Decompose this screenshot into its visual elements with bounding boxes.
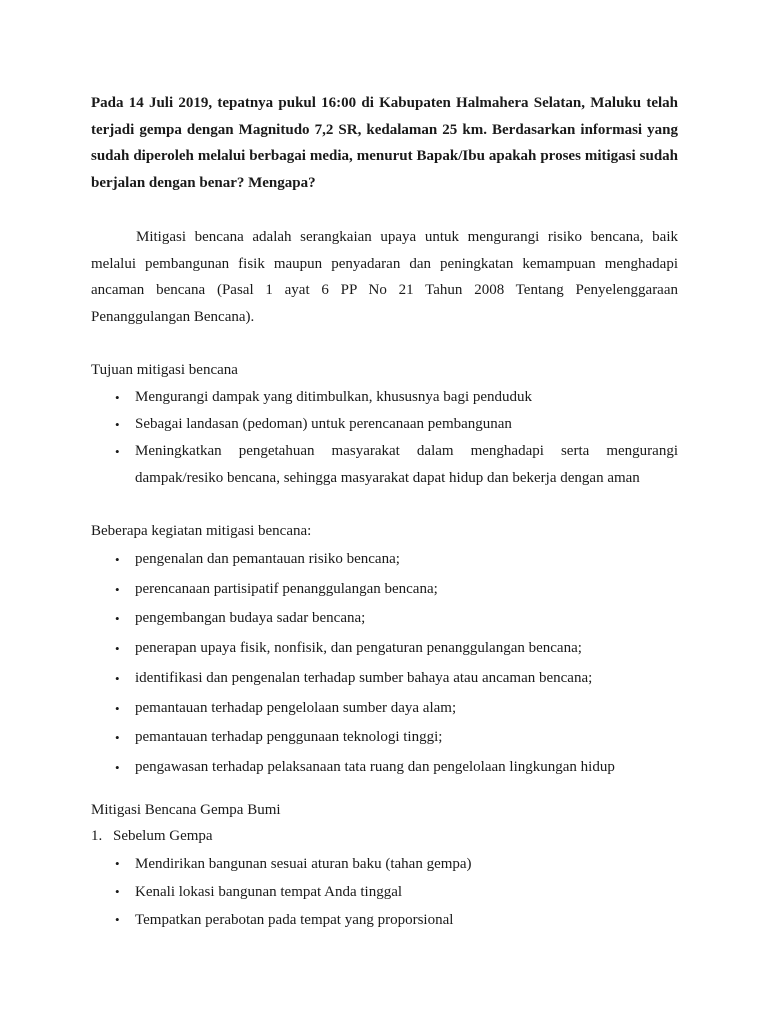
list-item: • pengawasan terhadap pelaksanaan tata ruang dan pengelolaan lingkungan hidup [91,753,678,783]
bullet-icon: • [115,611,120,627]
list-item: • pengenalan dan pemantauan risiko bencana; [91,545,678,575]
list-item: • Mendirikan bangunan sesuai aturan baku (tahan gempa) [91,850,678,878]
list-item: • pemantauan terhadap penggunaan teknologi tinggi; [91,723,678,753]
section-number: 1. [91,828,103,844]
list-item: • identifikasi dan pengenalan terhadap sumber bahaya atau ancaman bencana; [91,664,678,694]
bullet-icon: • [115,856,120,871]
list-item: • Mengurangi dampak yang ditimbulkan, khususnya bagi penduduk [91,384,678,411]
bullet-icon: • [115,700,120,716]
bullet-icon: • [115,390,120,405]
list-item: • perencanaan partisipatif penanggulangan bencana; [91,575,678,605]
sebelum-gempa-list [91,850,678,934]
list-item: • Kenali lokasi bangunan tempat Anda tinggal [91,878,678,906]
kegiatan-heading: Beberapa kegiatan mitigasi bencana: [91,523,312,539]
bullet-icon: • [115,884,120,899]
list-item: • pemantauan terhadap pengelolaan sumber daya alam; [91,694,678,724]
bullet-icon: • [115,581,120,597]
kegiatan-list [91,545,678,783]
bullet-icon: • [115,730,120,746]
list-item: • Tempatkan perabotan pada tempat yang proporsional [91,906,678,934]
bullet-icon: • [115,552,120,567]
definition-paragraph: Mitigasi bencana adalah serangkaian upaya untuk mengurangi risiko bencana, baik melalui pembangunan fisik maupun penyadaran dan peningkatan kemampuan menghadapi ancaman bencana (Pasal 1 ayat 6 PP No 21 Tahun 2008 Tentang Penyelenggaraan Penanggulangan Bencana). [91,229,678,325]
list-item: • Sebagai landasan (pedoman) untuk perencanaan pembangunan [91,411,678,438]
question-paragraph: Pada 14 Juli 2019, tepatnya pukul 16:00 di Kabupaten Halmahera Selatan, Maluku telah terjadi gempa dengan Magnitudo 7,2 SR, kedalaman 25 km. Berdasarkan informasi yang sudah diperoleh melalui berbagai media, menurut Bapak/Ibu apakah proses mitigasi sudah berjalan dengan benar? Mengapa? [91,95,678,191]
list-item: • Meningkatkan pengetahuan masyarakat dalam menghadapi serta mengurangi dampak/resiko bencana, sehingga masyarakat dapat hidup dan bekerja dengan aman [91,438,678,492]
gempa-heading: Mitigasi Bencana Gempa Bumi [91,802,281,818]
tujuan-list [91,384,678,492]
bullet-icon: • [115,759,120,775]
bullet-icon: • [115,417,120,432]
list-item: • penerapan upaya fisik, nonfisik, dan pengaturan penanggulangan bencana; [91,634,678,664]
bullet-icon: • [115,641,120,657]
bullet-icon: • [115,444,120,459]
bullet-icon: • [115,670,120,686]
section-sebelum-gempa [91,826,213,846]
tujuan-heading: Tujuan mitigasi bencana [91,362,238,378]
section-title: Sebelum Gempa [113,828,213,844]
bullet-icon: • [115,912,120,927]
list-item: • pengembangan budaya sadar bencana; [91,604,678,634]
